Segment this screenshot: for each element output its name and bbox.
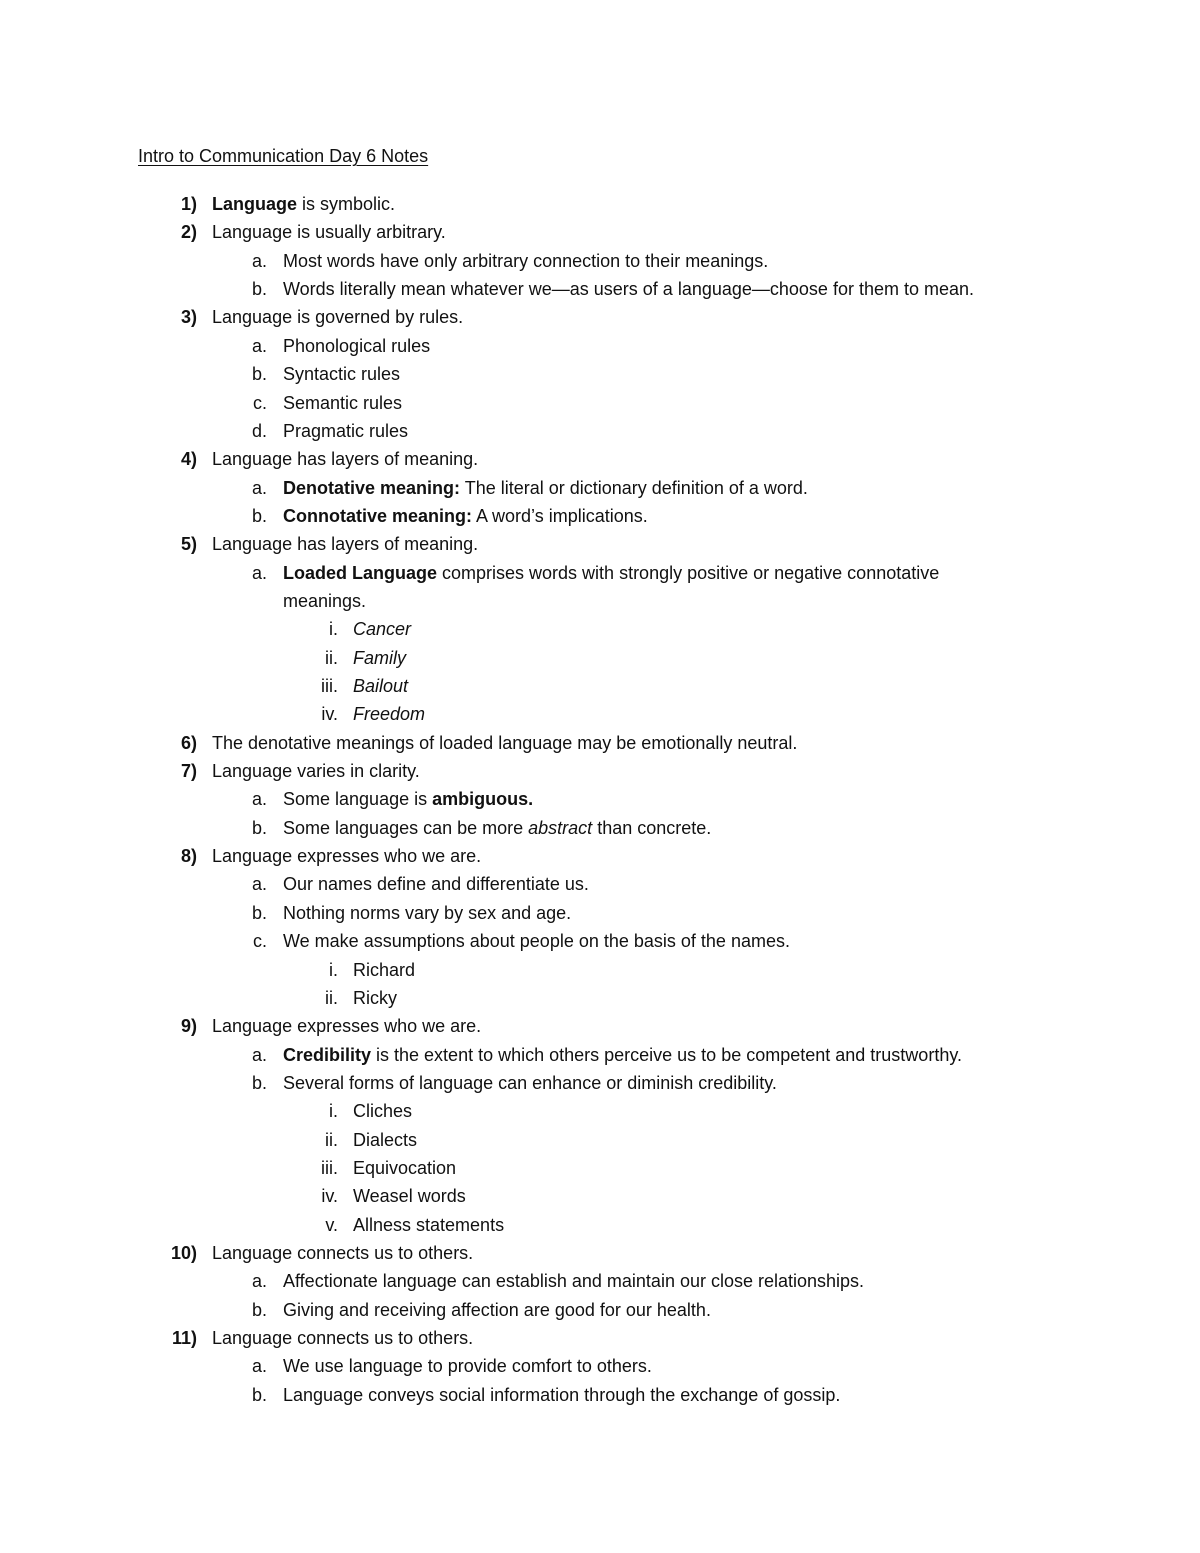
list-item-text (283, 788, 533, 810)
list-item-text (283, 817, 711, 839)
list-item-text (353, 987, 397, 1009)
text-segment: Giving and receiving affection are good for our health. (283, 1299, 711, 1320)
text-segment: Language is usually arbitrary. (212, 222, 446, 243)
list-marker: i. (329, 619, 338, 640)
list-item-text (353, 618, 411, 640)
list-marker: iv. (321, 1186, 338, 1207)
text-segment: Language has layers of meaning. (212, 449, 479, 470)
text-segment: Language has layers of meaning. (212, 534, 479, 555)
list-item-text (212, 448, 478, 470)
text-segment: than concrete. (592, 817, 712, 838)
list-item-text (353, 1185, 466, 1207)
list-marker: b. (251, 505, 267, 526)
list-item-text (283, 250, 768, 272)
text-segment: Language varies in clarity. (212, 761, 420, 781)
list-item-text (283, 930, 790, 952)
text-segment: Language connects us to others. (212, 1243, 474, 1263)
list-item-text (283, 420, 408, 442)
text-segment: Cliches (353, 1101, 413, 1122)
list-marker: a. (251, 477, 267, 498)
italic-term: abstract (528, 817, 593, 838)
list-item-text (212, 193, 395, 215)
text-segment: Our names define and differentiate us. (283, 874, 589, 895)
list-item-text (283, 477, 808, 499)
list-item-text (212, 533, 478, 555)
list-item-text (283, 363, 400, 385)
italic-term: Freedom (353, 704, 426, 725)
list-item-text (283, 590, 366, 612)
text-segment: We make assumptions about people on the basis of the names. (283, 931, 790, 952)
list-marker: iii. (321, 676, 338, 696)
list-item-text (353, 1100, 412, 1122)
list-marker: 5) (180, 534, 197, 555)
list-marker: a. (251, 874, 267, 895)
text-segment: Syntactic rules (283, 364, 401, 385)
list-marker: ii. (325, 647, 338, 668)
list-marker: 8) (180, 846, 197, 867)
text-segment: A word’s implications. (472, 505, 648, 526)
list-marker: d. (251, 420, 267, 441)
list-marker: b. (251, 1299, 267, 1320)
list-item-text (283, 1072, 777, 1094)
text-segment: Language is governed by rules. (212, 307, 464, 328)
text-segment: Affectionate language can establish and maintain our close relationships. (283, 1271, 865, 1292)
bold-term: ambiguous. (432, 789, 534, 810)
list-item-text (353, 675, 408, 697)
text-segment: Some language is (283, 789, 433, 810)
list-item-text (212, 306, 463, 328)
list-marker: b. (251, 902, 267, 923)
list-item-text (212, 1242, 473, 1264)
bold-term: Denotative meaning: (283, 477, 461, 498)
text-segment: comprises words with strongly positive or negative connotative (437, 562, 940, 583)
text-segment: Richard (353, 959, 416, 980)
text-segment: Nothing norms vary by sex and age. (283, 902, 572, 923)
text-segment: is the extent to which others perceive us to be competent and trustworthy. (371, 1044, 962, 1065)
list-item-text (283, 1355, 652, 1377)
page-title: Intro to Communication Day 6 Notes (138, 146, 429, 166)
bold-term: Connotative meaning: (283, 505, 473, 526)
list-marker: 4) (180, 449, 197, 470)
list-item-text (353, 1214, 504, 1236)
text-segment: Allness statements (353, 1214, 505, 1235)
list-item-text (353, 647, 406, 669)
list-item-text (283, 1044, 962, 1066)
text-segment: The literal or dictionary definition of a word. (460, 477, 808, 498)
list-marker: 10) (170, 1243, 197, 1263)
list-marker: b. (251, 1384, 267, 1405)
list-item-text (353, 959, 415, 981)
list-item-text (283, 873, 589, 895)
text-segment: meanings. (283, 590, 367, 611)
list-marker: a. (251, 250, 267, 271)
list-item-text (283, 1270, 864, 1292)
list-item-text (283, 335, 430, 357)
list-item-text (283, 278, 974, 300)
list-item-text (283, 505, 648, 527)
text-segment: Pragmatic rules (283, 420, 409, 441)
list-marker: 6) (180, 732, 197, 753)
text-segment: Words literally mean whatever we—as users of a language—choose for them to mean. (283, 279, 975, 300)
list-marker: i. (329, 959, 338, 980)
list-item-text (212, 1015, 481, 1037)
list-marker: i. (329, 1101, 338, 1122)
text-segment: Language expresses who we are. (212, 1016, 482, 1037)
text-segment: Ricky (353, 987, 397, 1008)
list-marker: 7) (180, 761, 197, 781)
text-segment: We use language to provide comfort to others. (283, 1356, 652, 1377)
list-marker: a. (251, 1271, 267, 1292)
list-marker: c. (252, 931, 267, 952)
text-segment: is symbolic. (297, 194, 396, 214)
list-marker: b. (251, 1072, 267, 1093)
italic-term: Cancer (353, 619, 412, 640)
bold-term: Language (212, 194, 298, 214)
list-marker: a. (251, 1356, 267, 1377)
list-marker: a. (251, 335, 267, 356)
text-segment: Language expresses who we are. (212, 846, 482, 867)
list-marker: a. (251, 789, 267, 810)
list-marker: iii. (321, 1157, 338, 1178)
list-item-text (353, 1157, 456, 1179)
list-marker: iv. (321, 704, 338, 725)
list-item-text (212, 1327, 473, 1349)
list-marker: a. (251, 562, 267, 583)
bold-term: Loaded Language (283, 562, 438, 583)
bold-term: Credibility (283, 1044, 372, 1065)
list-marker: 2) (180, 222, 197, 243)
list-marker: b. (251, 279, 267, 300)
text-segment: Several forms of language can enhance or diminish credibility. (283, 1072, 777, 1093)
list-item-text (353, 703, 425, 725)
list-item-text (283, 392, 402, 414)
text-segment: Language connects us to others. (212, 1328, 474, 1348)
text-segment: Weasel words (353, 1186, 466, 1207)
text-segment: The denotative meanings of loaded language may be emotionally neutral. (212, 732, 798, 753)
list-marker: ii. (325, 987, 338, 1008)
text-segment: Phonological rules (283, 335, 431, 356)
list-item-text (212, 845, 481, 867)
italic-term: Bailout (353, 676, 409, 696)
list-item-text (212, 732, 797, 754)
list-item-text (212, 221, 446, 243)
italic-term: Family (353, 647, 406, 668)
list-marker: ii. (325, 1129, 338, 1150)
list-marker: 11) (171, 1328, 197, 1348)
list-marker: c. (252, 392, 267, 413)
text-segment: Most words have only arbitrary connection to their meanings. (283, 250, 769, 271)
list-marker: a. (251, 1044, 267, 1065)
text-segment: Equivocation (353, 1157, 457, 1178)
text-segment: Dialects (353, 1129, 418, 1150)
list-marker: 9) (180, 1016, 197, 1037)
list-marker: b. (251, 817, 267, 838)
list-marker: 3) (180, 307, 197, 328)
text-segment: Language conveys social information through the exchange of gossip. (283, 1384, 841, 1405)
list-item-text (212, 760, 420, 782)
text-segment: Semantic rules (283, 392, 403, 413)
list-marker: v. (325, 1214, 338, 1235)
list-item-text (283, 1384, 840, 1406)
text-segment: Some languages can be more (283, 817, 529, 838)
list-marker: b. (251, 364, 267, 385)
list-item-text (283, 562, 939, 584)
list-item-text (283, 1299, 711, 1321)
list-marker: 1) (180, 194, 197, 214)
list-item-text (283, 902, 571, 924)
list-item-text (353, 1129, 417, 1151)
